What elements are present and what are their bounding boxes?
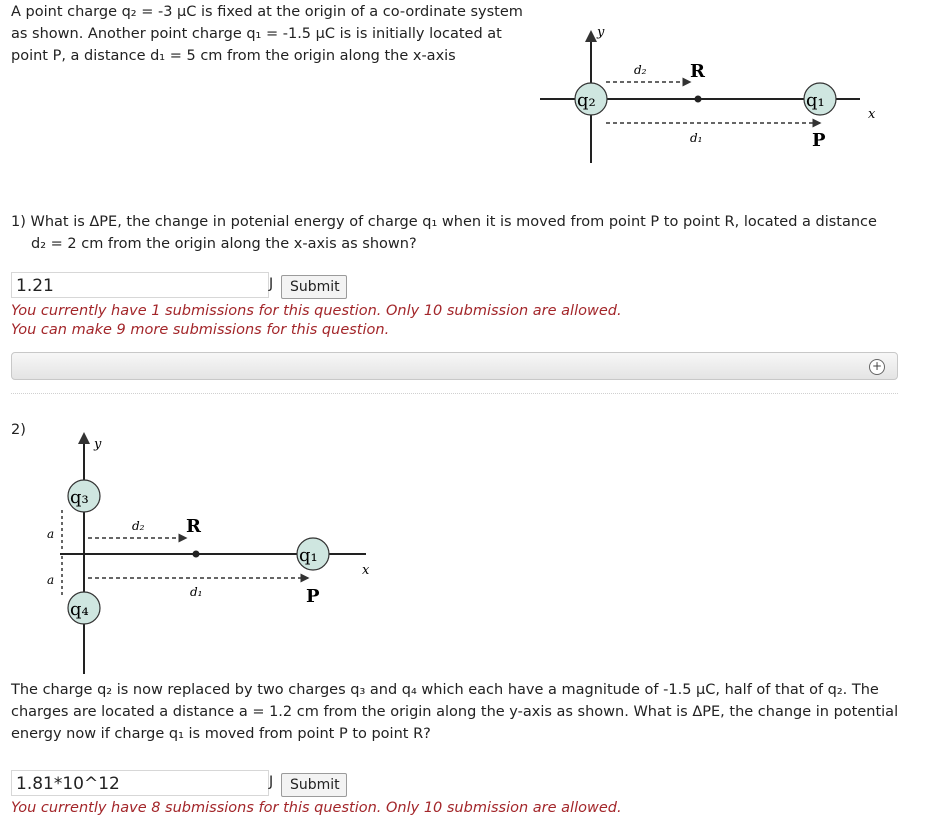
question-line: energy now if charge q₁ is moved from point P to point R? — [11, 726, 431, 742]
intro-line: A point charge q₂ = -3 μC is fixed at the origin of a co-ordinate system — [11, 4, 523, 20]
charge-q2-label: q₂ — [577, 90, 596, 111]
d2-label: d₂ — [132, 519, 145, 533]
charge-q3-label: q₃ — [70, 487, 89, 508]
charge-q1-label: q₁ — [299, 545, 318, 566]
divider — [11, 393, 898, 394]
question-line: 1) What is ΔPE, the change in potenial energy of charge q₁ when it is moved from point P to point R, located a distance — [11, 214, 877, 230]
point-p-label: P — [812, 130, 826, 151]
submit-button[interactable]: Submit — [281, 773, 347, 797]
submission-message: You currently have 1 submissions for this question. Only 10 submission are allowed. — [11, 303, 622, 319]
point-r — [193, 551, 200, 558]
d1-label: d₁ — [690, 131, 703, 145]
unit-label: J — [269, 276, 274, 292]
question-line: charges are located a distance a = 1.2 cm from the origin along the y-axis as shown. What is ΔPE, the change in potential — [11, 704, 899, 720]
a-label: a — [47, 527, 55, 541]
question-line: The charge q₂ is now replaced by two charges q₃ and q₄ which each have a magnitude of -1.5 μC, half of that of q₂. The — [11, 682, 879, 698]
y-axis-label: y — [597, 25, 605, 40]
question-number: 2) — [11, 422, 26, 438]
d2-label: d₂ — [634, 63, 647, 77]
intro-line: point P, a distance d₁ = 5 cm from the origin along the x-axis — [11, 48, 456, 64]
point-r-label: R — [690, 61, 705, 82]
y-axis-label: y — [94, 437, 102, 452]
submit-button[interactable]: Submit — [281, 275, 347, 299]
unit-label: J — [269, 774, 274, 790]
diagram-1 — [530, 20, 900, 170]
diagram-2 — [36, 428, 376, 678]
charge-q1-label: q₁ — [806, 90, 825, 111]
plus-circle-icon[interactable]: + — [869, 359, 885, 375]
point-r — [695, 96, 702, 103]
point-r-label: R — [186, 516, 201, 537]
submission-message: You currently have 8 submissions for this question. Only 10 submission are allowed. — [11, 800, 622, 816]
x-axis-label: x — [362, 563, 370, 578]
x-axis-label: x — [868, 107, 876, 122]
a-label: a — [47, 573, 55, 587]
question-line: d₂ = 2 cm from the origin along the x-axis as shown? — [31, 236, 417, 252]
d1-label: d₁ — [190, 585, 203, 599]
hint-panel[interactable] — [11, 352, 898, 380]
intro-text — [11, 1, 523, 67]
answer-input-1[interactable]: 1.21 — [11, 272, 269, 298]
answer-input-2[interactable]: 1.81*10^12 — [11, 770, 269, 796]
submission-message: You can make 9 more submissions for this question. — [11, 322, 390, 338]
question-1-text — [11, 211, 877, 255]
charge-q4-label: q₄ — [70, 599, 89, 620]
point-p-label: P — [306, 586, 320, 607]
intro-line: as shown. Another point charge q₁ = -1.5 μC is is initially located at — [11, 26, 502, 42]
question-2-text — [11, 679, 898, 745]
